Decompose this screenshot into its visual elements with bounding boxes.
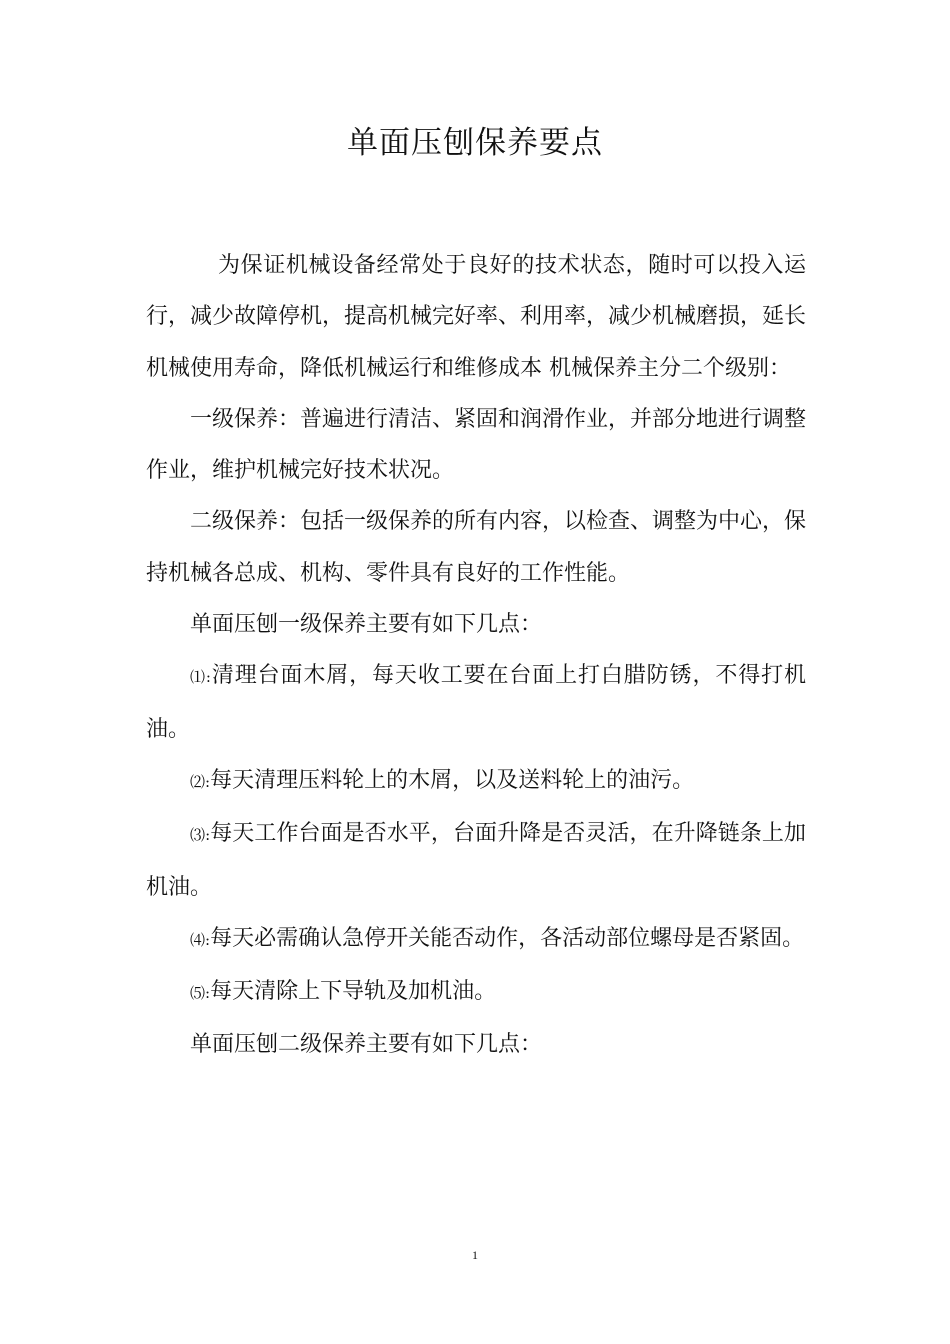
list-item-text: 每天清理压料轮上的木屑，以及送料轮上的油污。 [210,767,695,793]
intro-paragraph: 为保证机械设备经常处于良好的技术状态，随时可以投入运行，减少故障停机，提高机械完好率、利用率，减少机械磨损，延长机械使用寿命，降低机械运行和维修成本 机械保养主分二个级别： [146,253,807,381]
list-item-text: 每天必需确认急停开关能否动作，各活动部位螺母是否紧固。 [210,925,805,951]
list-item [146,755,806,808]
list-item [146,808,806,913]
list-item-number: ⑶: [190,826,211,845]
level-two-paragraph: 二级保养：包括一级保养的所有内容，以检查、调整为中心，保持机械各总成、机构、零件具有良好的工作性能。 [146,509,807,586]
level-one-paragraph: 一级保养：普遍进行清洁、紧固和润滑作业，并部分地进行调整作业，维护机械完好技术状况。 [146,406,807,484]
list-item-text: 每天工作台面是否水平，台面升降是否灵活，在升降链条上加机油。 [146,821,806,900]
list-item-text: 清理台面木屑，每天收工要在台面上打白腊防锈，不得打机油。 [146,663,806,742]
list-item-number: ⑸: [190,984,211,1003]
document-title: 单面压刨保养要点 [347,125,603,161]
list-item [146,966,806,1019]
list-item-number: ⑵: [190,772,211,791]
list-item-number: ⑷: [190,930,211,949]
document-body [146,240,806,1071]
list-item-text: 每天清除上下导轨及加机油。 [210,979,497,1005]
page-number: 1 [472,1248,478,1262]
list-item-number: ⑴: [190,668,211,687]
level-two-heading: 单面压刨二级保养主要有如下几点： [190,1032,543,1058]
list-item [146,650,806,755]
list-item [146,913,806,966]
level-one-heading: 单面压刨一级保养主要有如下几点： [190,612,543,638]
